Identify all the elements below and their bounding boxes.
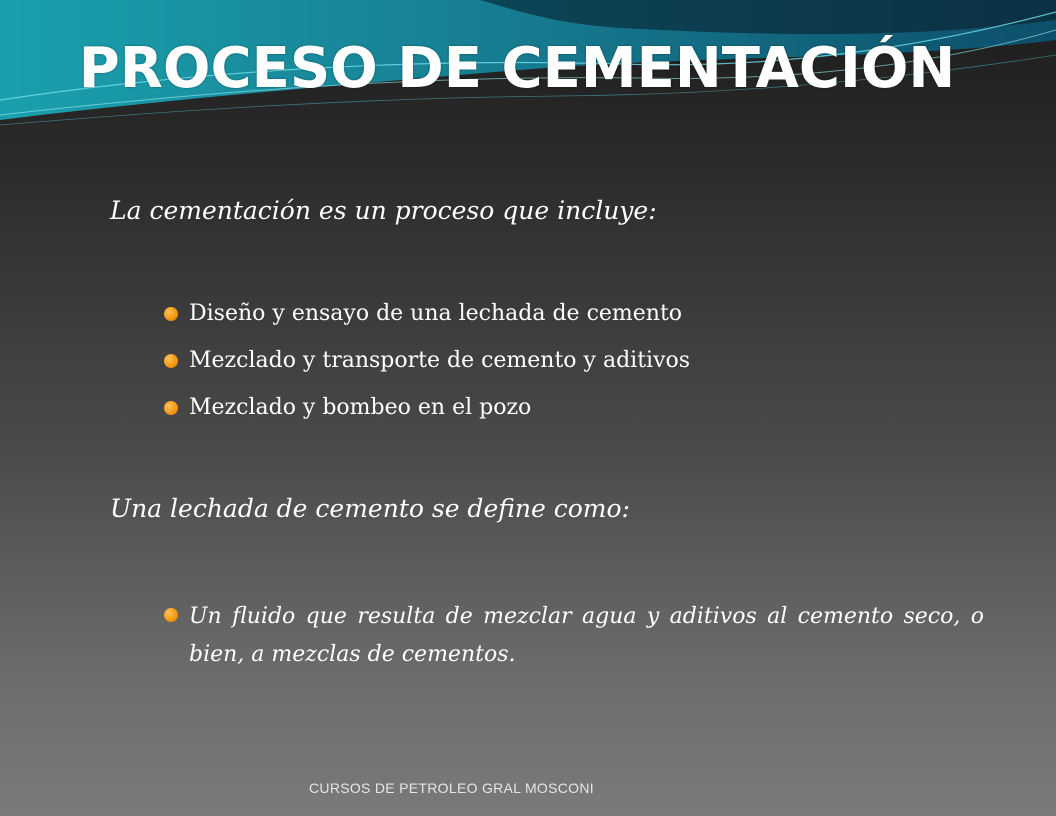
slide-title: PROCESO DE CEMENTACIÓN [78,36,956,101]
list-item [162,598,984,674]
intro-text-2: Una lechada de cemento se define como: [110,494,630,523]
list-item-text: Un fluido que resulta de mezclar agua y aditivos al cemento seco, o bien, a mezclas de cementos. [189,604,984,667]
bullet-dot-icon [164,401,178,415]
bullet-dot-icon [164,608,178,622]
list-item-text: Mezclado y bombeo en el pozo [189,395,532,420]
list-item-text: Diseño y ensayo de una lechada de cemento [189,301,683,326]
list-item [162,297,984,344]
list-item-text: Mezclado y transporte de cemento y aditivos [189,348,691,373]
intro-text-1: La cementación es un proceso que incluye: [110,196,657,225]
bullet-dot-icon [164,307,178,321]
list-item [162,344,984,391]
bullet-list-1 [162,297,984,438]
bullet-list-2 [162,598,984,674]
bullet-dot-icon [164,354,178,368]
list-item [162,391,984,438]
slide-footer: CURSOS DE PETROLEO GRAL MOSCONI [309,780,594,796]
